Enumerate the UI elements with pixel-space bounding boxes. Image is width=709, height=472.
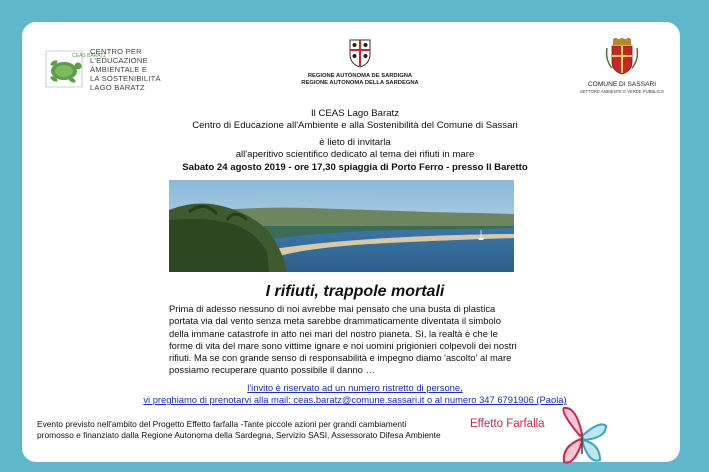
ceas-line-1: CENTRO PER xyxy=(90,47,142,56)
region-logo xyxy=(290,38,430,87)
ceas-line-3: AMBIENTALE E xyxy=(90,65,148,74)
intro-block xyxy=(100,108,610,174)
beach-photo xyxy=(169,180,514,272)
ceas-line-4: LA SOSTENIBILITÀ xyxy=(90,74,161,83)
body-line: della immane catastrofe in atto nei mari del nostro pianeta. Sì, la realtà è che le xyxy=(169,327,498,339)
invite-restricted-text: l'invito è riservato ad un numero ristretto di persone, xyxy=(247,382,463,393)
booking-line xyxy=(90,394,620,406)
butterfly-icon xyxy=(556,406,608,468)
body-text xyxy=(169,303,515,377)
body-line: portata via dal vento senza meta sarebbe drammaticamente diventata il simbolo xyxy=(169,315,501,327)
intro-line-invite: è lieto di invitarla xyxy=(319,136,391,148)
comune-department: SETTORE AMBIENTE E VERDE PUBBLICO xyxy=(580,89,664,94)
intro-line-topic: all'aperitivo scientifico dedicato al tema dei rifiuti in mare xyxy=(235,149,475,161)
sassari-coat-of-arms-icon xyxy=(605,38,639,76)
ceas-logo-text xyxy=(90,47,161,92)
beach-landscape-photo xyxy=(169,180,514,272)
body-line: possiamo recuperare quanto possibile il danno … xyxy=(169,364,375,376)
invite-restricted-line xyxy=(90,382,620,394)
ceas-line-2: L'EDUCAZIONE xyxy=(90,56,148,65)
email-link[interactable]: ceas.baratz@comune.sassari.it xyxy=(293,394,425,406)
region-name-sardinian: REGIONE AUTÒNOMA DE SARDIGNA xyxy=(307,73,413,79)
event-date-location: Sabato 24 agosto 2019 - ore 17,30 spiaggia di Porto Ferro - presso Il Baretto xyxy=(182,161,528,173)
body-line: rifiuti. Ma se con grande senso di responsabilità e impegno diamo 'ascolto' al mare xyxy=(169,352,512,364)
footer-note xyxy=(37,419,441,440)
region-name-italian: REGIONE AUTONOMA DELLA SARDEGNA xyxy=(301,80,419,86)
intro-line-organizer: Il CEAS Lago Baratz xyxy=(311,108,399,119)
ceas-line-5: LAGO BARATZ xyxy=(90,83,145,92)
comune-name: COMUNE DI SASSARI xyxy=(587,81,657,88)
invite-note xyxy=(90,382,620,406)
intro-line-center: Centro di Educazione all'Ambiente e alla Sostenibilità del Comune di Sassari xyxy=(192,120,518,132)
sardinia-coat-of-arms-icon xyxy=(347,38,373,68)
headline: I rifiuti, trappole mortali xyxy=(265,283,445,300)
footer-line-2: promosso e finanziato dalla Regione Autonoma della Sardegna, Servizio SASI, Assessorato Difesa Ambiente xyxy=(37,429,441,440)
booking-prefix: vi preghiamo di prenotarvi alla mail: xyxy=(143,394,294,406)
svg-text:CEAS BARATZ: CEAS BARATZ xyxy=(72,53,107,59)
body-line: Prima di adesso nessuno di noi avrebbe mai pensato che una busta di plastica xyxy=(169,303,496,314)
footer-line-1: Evento previsto nell'ambito del Progetto Effetto farfalla -Tante piccole azioni per grandi cambiamenti xyxy=(37,419,407,429)
effetto-farfalla-label: Effetto Farfalla xyxy=(470,418,545,430)
body-line: forme di vita del mare sono vittime ignare e noi uomini prigionieri colpevoli dei nostri xyxy=(169,339,517,351)
booking-phone: o al numero 347 6791906 (Paola) xyxy=(424,394,567,406)
turtle-icon xyxy=(42,47,107,91)
ceas-logo xyxy=(42,47,162,99)
comune-logo xyxy=(572,38,672,95)
